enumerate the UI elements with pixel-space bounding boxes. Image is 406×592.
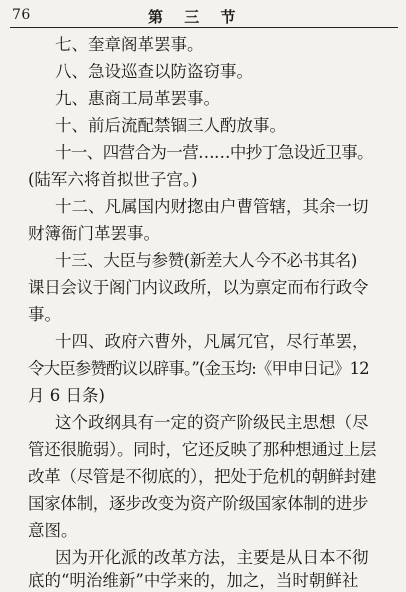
list-item-13-continued: 课日会议于阁门内议政所，以为禀定而布行政令	[28, 278, 369, 297]
list-item-12-continued: 财簿衙门革罢事。	[28, 224, 160, 243]
list-item-13-end: 事。	[28, 305, 61, 324]
paragraph-line: 国家体制，逐步改变为资产阶级国家体制的进步	[28, 494, 369, 513]
page-number: 76	[12, 7, 31, 23]
paragraph-line: 意图。	[28, 521, 78, 540]
list-item-11-continued: (陆军六将首拟世子宫。)	[28, 170, 198, 189]
paragraph-line: 改革（尽管是不彻底的），把处于危机的朝鲜封建	[28, 467, 377, 486]
list-item-7: 七、奎章阁革罢事。	[55, 35, 204, 54]
section-title: 第 三 节	[148, 8, 244, 26]
paragraph-line: 因为开化派的改革方法，主要是从日本不彻	[55, 548, 369, 567]
citation-end: 月 6 日条)	[28, 386, 105, 405]
paragraph-line: 这个政纲具有一定的资产阶级民主思想（尽	[55, 413, 369, 432]
list-item-12: 十二、凡属国内财揔由户曹管辖，其余一切	[55, 197, 369, 216]
list-item-10: 十、前后流配禁锢三人酌放事。	[55, 116, 286, 135]
list-item-14-continued: 令大臣参赞酌议以辟事。”(金玉均:《甲申日记》12	[28, 359, 369, 378]
list-item-14: 十四、政府六曹外，凡属冗官，尽行革罢，	[55, 332, 369, 351]
paragraph-line: 管还很脆弱）。同时，它还反映了那种想通过上层	[28, 440, 377, 459]
list-item-11: 十一、四营合为一营……中抄丁急设近卫事。	[55, 143, 374, 162]
list-item-8: 八、急设巡查以防盗窃事。	[55, 62, 253, 81]
list-item-9: 九、惠商工局革罢事。	[55, 89, 220, 108]
list-item-13: 十三、大臣与参赞(新差大人今不必书其名)	[55, 251, 357, 270]
paragraph-line: 底的“明治维新”中学来的，加之，当时朝鲜社	[28, 571, 359, 590]
